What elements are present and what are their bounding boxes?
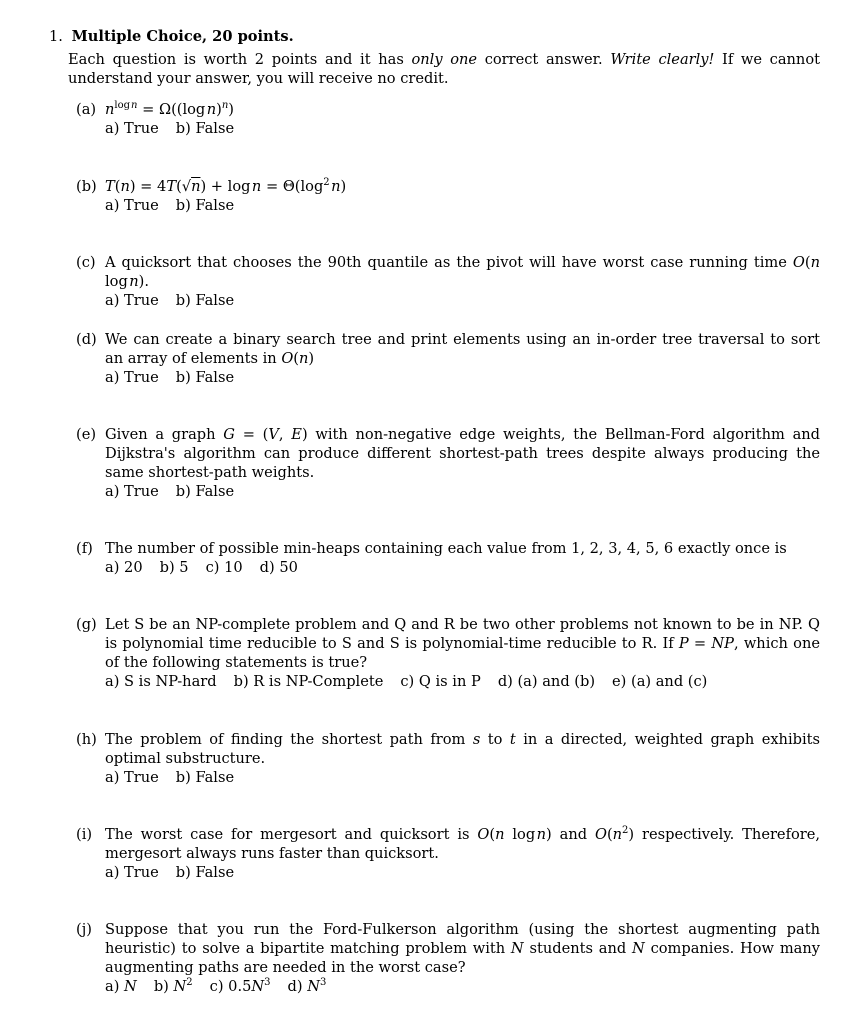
intro-text-1: Each question is worth 2 points and it has bbox=[68, 51, 412, 68]
question-label: (i) bbox=[76, 826, 93, 843]
answer-options bbox=[105, 196, 820, 215]
option-c[interactable]: c) $0.5N^3$ bbox=[209, 977, 271, 995]
answer-options bbox=[105, 558, 820, 577]
option-false[interactable]: b) False bbox=[175, 864, 235, 881]
option-false[interactable]: b) False bbox=[175, 769, 235, 786]
question-j bbox=[76, 920, 820, 996]
option-true[interactable]: a) True bbox=[105, 120, 159, 137]
question-label: (j) bbox=[76, 921, 92, 938]
question-text: $n^{log n} = \Omega((\log$ n)$^n$) bbox=[105, 100, 234, 118]
question-e bbox=[76, 425, 820, 501]
intro-emphasis-1: only one bbox=[411, 51, 478, 68]
section-title: Multiple Choice, 20 points. bbox=[71, 28, 294, 45]
option-false[interactable]: b) False bbox=[175, 120, 235, 137]
option-d[interactable]: d) $N^3$ bbox=[287, 977, 327, 995]
option-a[interactable]: a) N bbox=[105, 978, 137, 995]
option-true[interactable]: a) True bbox=[105, 292, 159, 309]
section-number: 1. bbox=[49, 28, 63, 45]
option-true[interactable]: a) True bbox=[105, 483, 159, 500]
question-label: (g) bbox=[76, 616, 97, 633]
option-e[interactable]: e) (a) and (c) bbox=[612, 673, 708, 690]
question-label: (a) bbox=[76, 101, 97, 118]
question-label: (b) bbox=[76, 178, 97, 195]
section-heading bbox=[49, 27, 294, 46]
section-instructions bbox=[68, 50, 820, 88]
option-true[interactable]: a) True bbox=[105, 769, 159, 786]
option-c[interactable]: c) 10 bbox=[205, 559, 243, 576]
question-label: (f) bbox=[76, 540, 93, 557]
option-a[interactable]: a) 20 bbox=[105, 559, 143, 576]
intro-emphasis-2: Write clearly! bbox=[610, 51, 715, 68]
question-text: A quicksort that chooses the 90th quantile as the pivot will have worst case running time O(n log n). bbox=[105, 254, 820, 290]
question-label: (c) bbox=[76, 254, 96, 271]
option-d[interactable]: d) (a) and (b) bbox=[497, 673, 596, 690]
question-g bbox=[76, 615, 820, 691]
question-h bbox=[76, 730, 820, 787]
option-c[interactable]: c) Q is in P bbox=[400, 673, 481, 690]
option-b[interactable]: b) 5 bbox=[159, 559, 189, 576]
answer-options bbox=[105, 863, 820, 882]
question-a bbox=[76, 100, 820, 138]
question-text: Suppose that you run the Ford-Fulkerson algorithm (using the shortest augmenting path heuristic) to solve a bipartite matching problem with N students and N companies. How many augmenting paths are needed in the worst case? bbox=[105, 921, 821, 976]
answer-options bbox=[105, 768, 820, 787]
option-false[interactable]: b) False bbox=[175, 292, 235, 309]
intro-text-3: If we cannot understand your answer, you will receive no credit. bbox=[68, 51, 820, 87]
option-true[interactable]: a) True bbox=[105, 864, 159, 881]
option-false[interactable]: b) False bbox=[175, 483, 235, 500]
question-c bbox=[76, 253, 820, 310]
option-d[interactable]: d) 50 bbox=[259, 559, 298, 576]
question-text: We can create a binary search tree and print elements using an in-order tree traversal to sort an array of elements in O(n) bbox=[105, 331, 820, 367]
answer-options bbox=[105, 368, 820, 387]
answer-options bbox=[105, 482, 820, 501]
question-d bbox=[76, 330, 820, 387]
question-text: The number of possible min-heaps containing each value from 1, 2, 3, 4, 5, 6 exactly once is bbox=[105, 540, 787, 557]
question-text: The worst case for mergesort and quicksort is O(n log n) and $O(n^2)$ respectively. Therefore, mergesort always runs faster than quicksort. bbox=[105, 825, 821, 862]
answer-options bbox=[105, 119, 820, 138]
question-text: T(n) = 4T(√n) + log $n = \Theta(\log^2$ n) bbox=[105, 177, 347, 195]
question-label: (h) bbox=[76, 731, 97, 748]
option-a[interactable]: a) S is NP-hard bbox=[105, 673, 217, 690]
answer-options bbox=[105, 291, 820, 310]
intro-text-2: correct answer. bbox=[477, 51, 611, 68]
option-b[interactable]: b) R is NP-Complete bbox=[233, 673, 384, 690]
question-label: (e) bbox=[76, 426, 97, 443]
answer-options bbox=[105, 672, 820, 691]
question-b bbox=[76, 177, 820, 215]
answer-options bbox=[105, 977, 820, 996]
option-true[interactable]: a) True bbox=[105, 197, 159, 214]
question-text: Given a graph G = (V, E) with non-negative edge weights, the Bellman-Ford algorithm and Dijkstra's algorithm can produce different shortest-path trees despite always producing the same shortest-path weights. bbox=[105, 426, 821, 481]
option-b[interactable]: b) $N^2$ bbox=[153, 977, 193, 995]
option-true[interactable]: a) True bbox=[105, 369, 159, 386]
question-text: The problem of finding the shortest path from s to t in a directed, weighted graph exhibits optimal substructure. bbox=[105, 731, 820, 767]
question-i bbox=[76, 825, 820, 882]
question-text: Let S be an NP-complete problem and Q and R be two other problems not known to be in NP. Q is polynomial time reducible to S and S is polynomial-time reducible to R. If P = NP, which one of the following statements is true? bbox=[105, 616, 820, 671]
option-false[interactable]: b) False bbox=[175, 369, 235, 386]
question-label: (d) bbox=[76, 331, 97, 348]
question-f bbox=[76, 539, 820, 577]
option-false[interactable]: b) False bbox=[175, 197, 235, 214]
